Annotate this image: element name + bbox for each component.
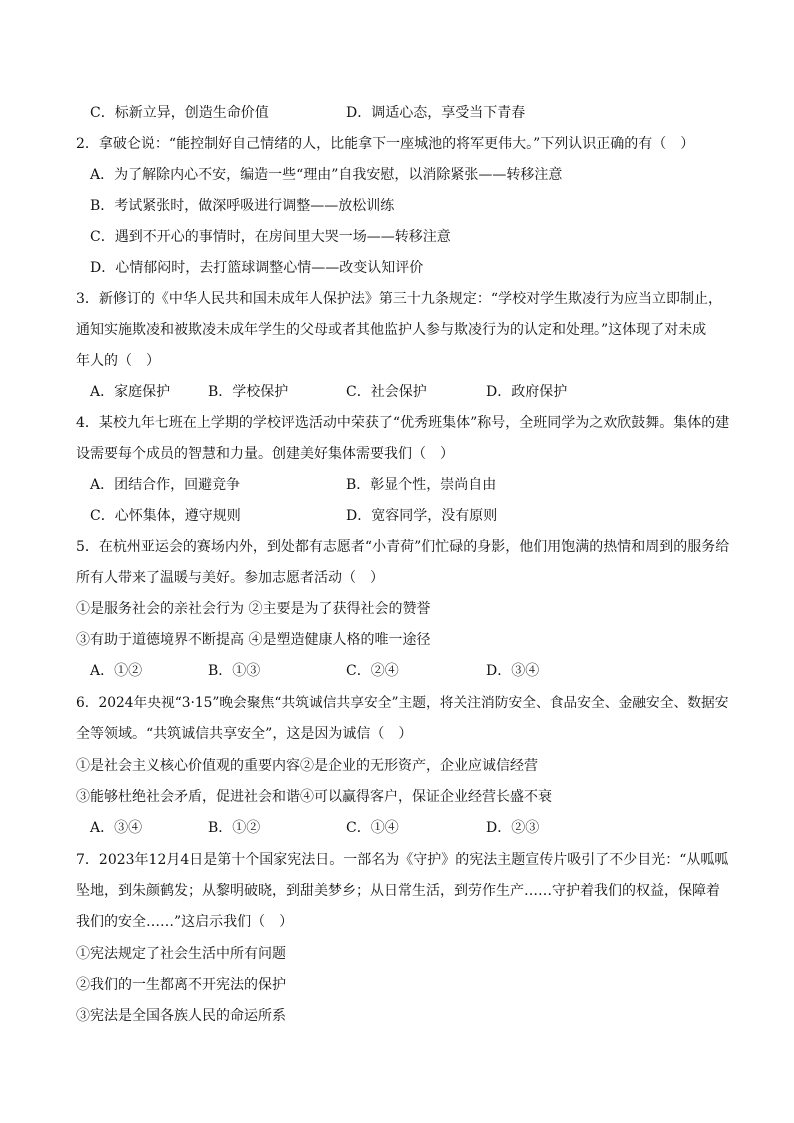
q6-statements-line-1: ①是社会主义核心价值观的重要内容②是企业的无形资产，企业应诚信经营 [76, 758, 538, 774]
q4-option-b: B．彰显个性，崇尚自由 [346, 477, 497, 493]
q4-stem-line-1: 4．某校九年七班在上学期的学校评选活动中荣获了“优秀班集体”称号，全班同学为之欢欣鼓舞。集体的建 [76, 415, 730, 431]
q1-option-d: D．调适心态，享受当下青春 [346, 105, 526, 121]
q6-option-a: A．③④ [90, 820, 143, 836]
q4-option-c: C．心怀集体，遵守规则 [90, 508, 241, 524]
q2-option-b: B．考试紧张时，做深呼吸进行调整——放松训练 [90, 198, 395, 214]
q6-option-b: B．①② [208, 820, 261, 836]
q6-statements-line-2: ③能够杜绝社会矛盾，促进社会和谐④可以赢得客户，保证企业经营长盛不衰 [76, 789, 552, 805]
q3-stem-line-2: 通知实施欺凌和被欺凌未成年学生的父母或者其他监护人参与欺凌行为的认定和处理。”这体现了对未成 [76, 322, 707, 338]
q7-stem-line-1: 7．2023年12月4日是第十个国家宪法日。一部名为《守护》的宪法主题宣传片吸引了不少目光：“从呱呱 [76, 852, 729, 868]
q3-stem-line-1: 3．新修订的《中华人民共和国未成年人保护法》第三十九条规定：“学校对学生欺凌行为应当立即制止， [76, 291, 723, 307]
q5-option-a: A．①② [90, 663, 143, 679]
q5-stem-line-2: 所有人带来了温暖与美好。参加志愿者活动（ ） [76, 570, 384, 586]
q4-stem-line-2: 设需要每个成员的智慧和力量。创建美好集体需要我们（ ） [76, 446, 454, 462]
q6-stem-line-1: 6．2024年央视“3·15”晚会聚焦“共筑诚信共享安全”主题，将关注消防安全、食品安全、金融安全、数据安 [76, 695, 729, 711]
q2-option-c: C．遇到不开心的事情时，在房间里大哭一场——转移注意 [90, 229, 451, 245]
q7-stem-line-3: 我们的安全……”这启示我们（ ） [76, 914, 294, 930]
q5-stem-line-1: 5．在杭州亚运会的赛场内外，到处都有志愿者“小青荷”们忙碌的身影，他们用饱满的热情和周到的服务给 [76, 539, 730, 555]
q7-statement-3: ③宪法是全国各族人民的命运所系 [76, 1008, 286, 1024]
q5-statements-line-2: ③有助于道德境界不断提高 ④是塑造健康人格的唯一途径 [76, 632, 431, 648]
q7-statement-2: ②我们的一生都离不开宪法的保护 [76, 977, 286, 993]
q4-option-a: A．团结合作，回避竞争 [90, 477, 241, 493]
q3-option-a: A．家庭保护 [90, 384, 171, 400]
q2-option-a: A．为了解除内心不安，编造一些“理由”自我安慰，以消除紧张——转移注意 [90, 167, 563, 183]
q5-option-b: B．①③ [208, 663, 261, 679]
q2-option-d: D．心情郁闷时，去打篮球调整心情——改变认知评价 [90, 260, 424, 276]
q1-option-c: C．标新立异，创造生命价值 [90, 105, 269, 121]
q5-option-c: C．②④ [346, 663, 399, 679]
q5-option-d: D．③④ [486, 663, 540, 679]
q7-statement-1: ①宪法规定了社会生活中所有问题 [76, 946, 286, 962]
q3-option-b: B．学校保护 [208, 384, 289, 400]
q5-statements-line-1: ①是服务社会的亲社会行为 ②主要是为了获得社会的赞誉 [76, 601, 431, 617]
q3-option-d: D．政府保护 [486, 384, 568, 400]
q2-stem: 2．拿破仑说：“能控制好自己情绪的人，比能拿下一座城池的将军更伟大。”下列认识正确的有（ ） [76, 136, 695, 152]
q4-option-d: D．宽容同学，没有原则 [346, 508, 498, 524]
q6-option-d: D．②③ [486, 820, 540, 836]
q7-stem-line-2: 坠地，到朱颜鹤发；从黎明破晓，到甜美梦乡；从日常生活，到劳作生产……守护着我们的权益，保障着 [76, 883, 720, 899]
q6-stem-line-2: 全等领域。“共筑诚信共享安全”，这是因为诚信（ ） [76, 726, 413, 742]
q6-option-c: C．①④ [346, 820, 399, 836]
q3-stem-line-3: 年人的（ ） [76, 353, 160, 369]
q3-option-c: C．社会保护 [346, 384, 427, 400]
